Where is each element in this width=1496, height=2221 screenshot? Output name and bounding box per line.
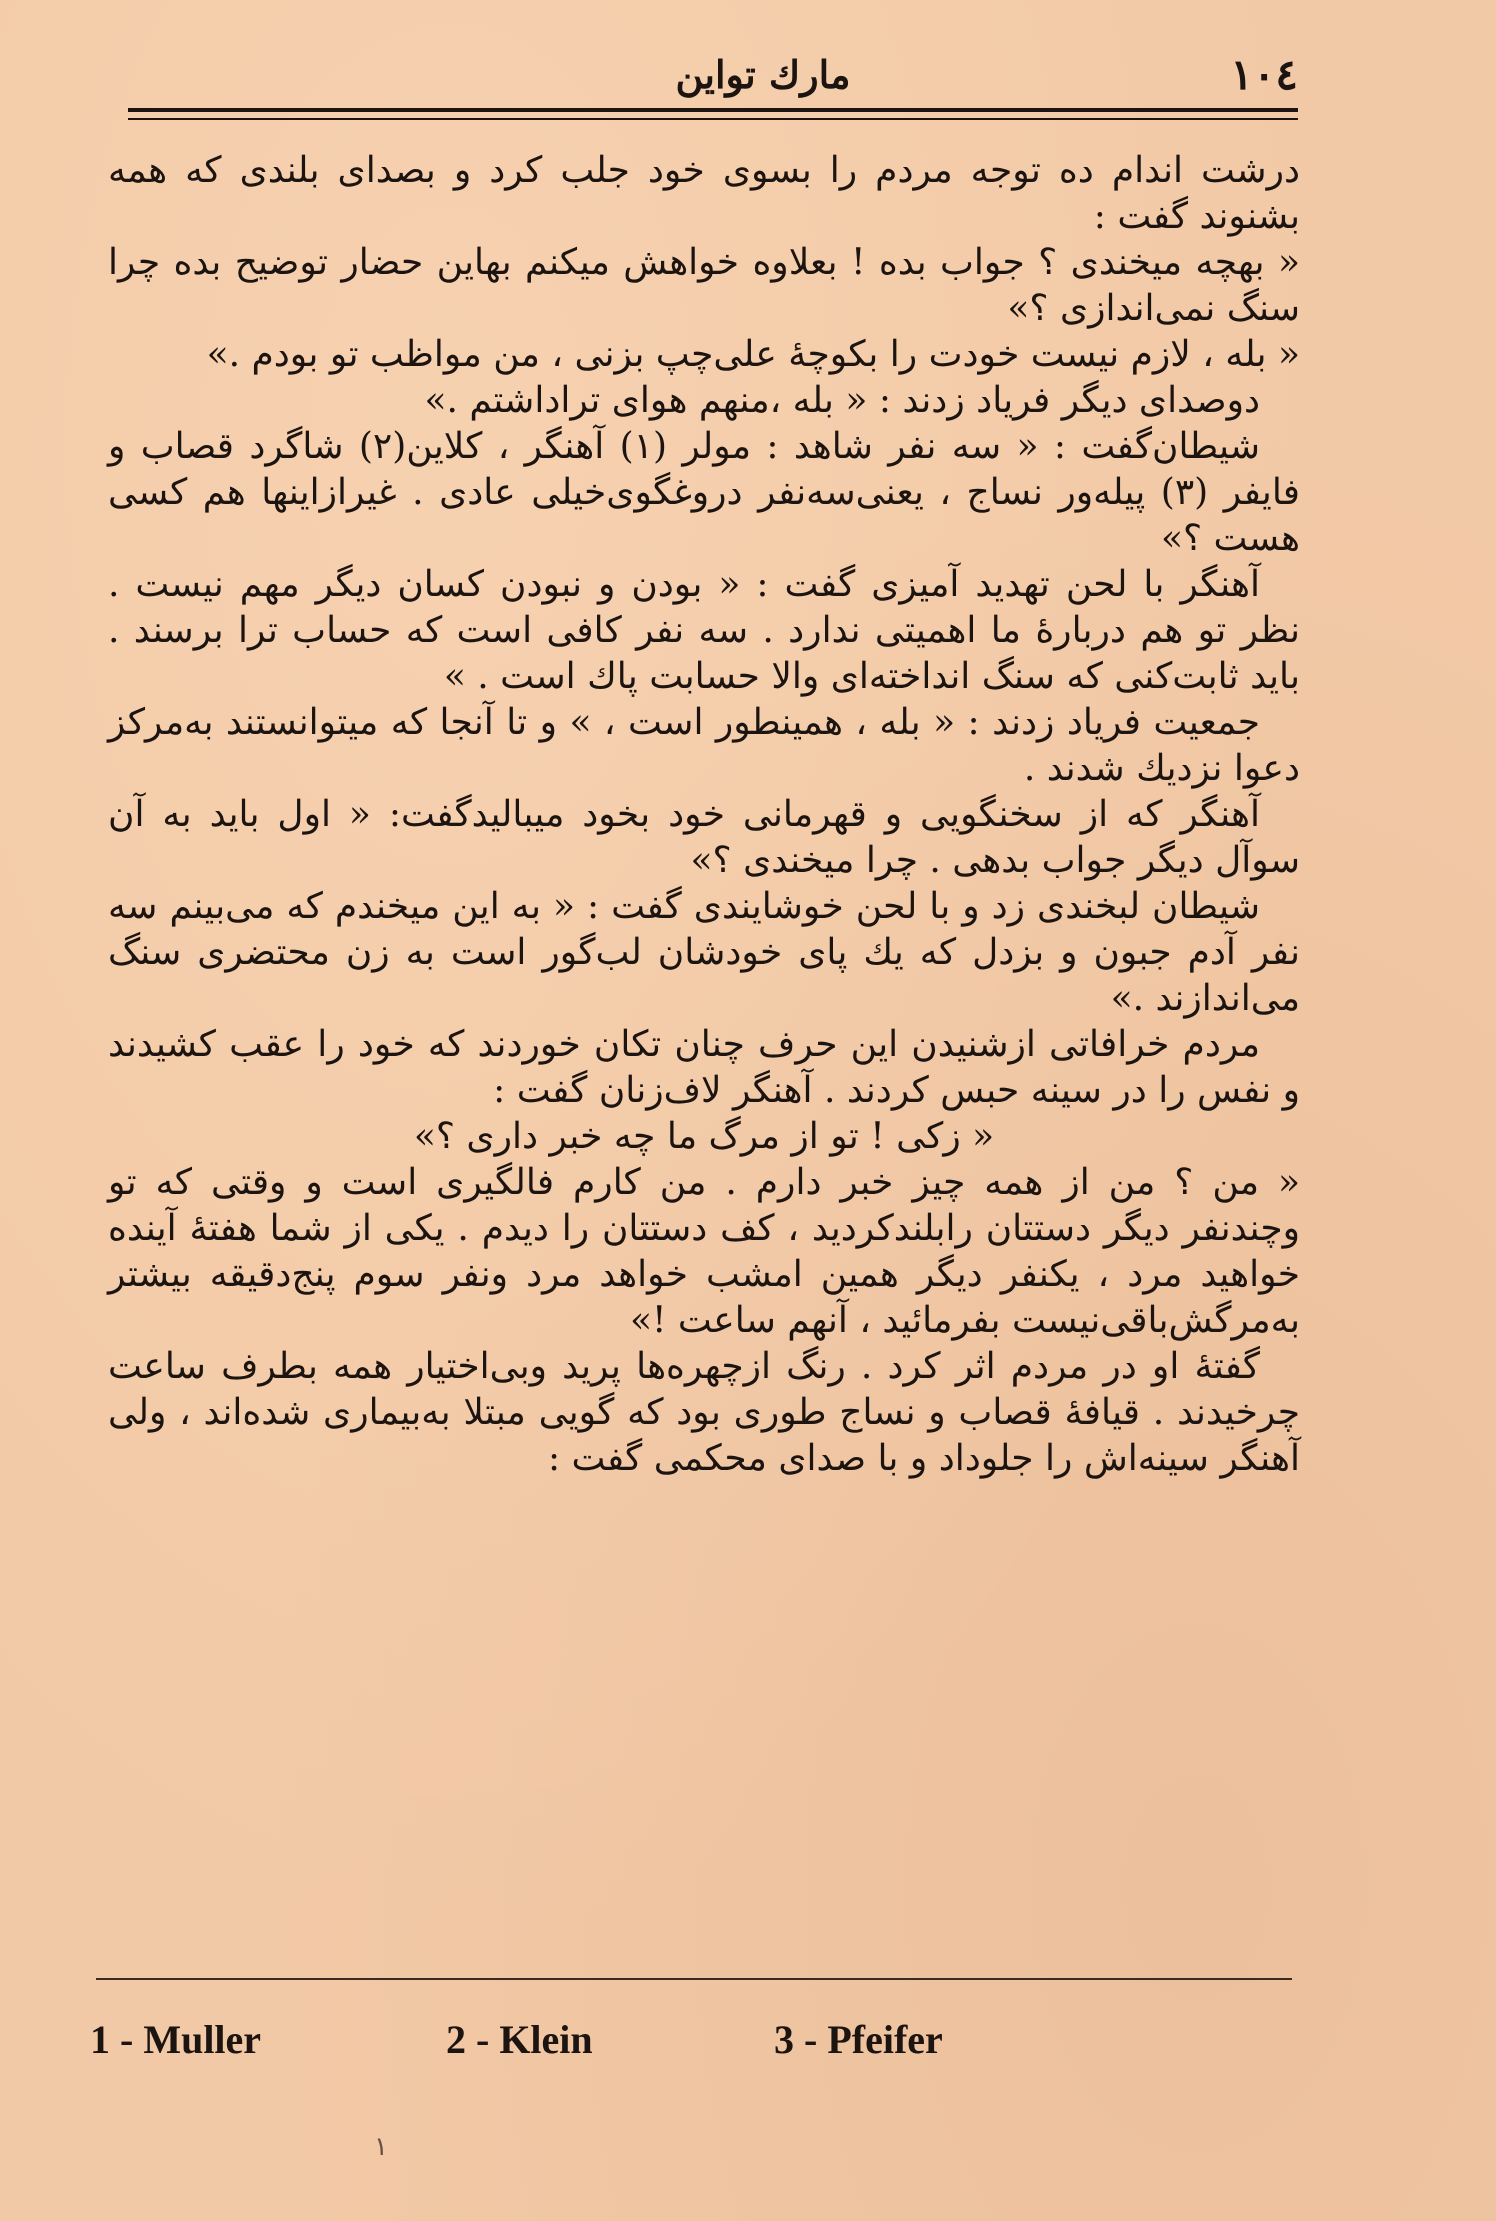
paragraph: شیطان‌گفت : « سه نفر شاهد : مولر (۱) آهنگر ، کلاین(۲) شاگرد قصاب و فایفر (۳) پیله‌ور نساج ، یعنی‌سه‌نفر دروغگوی‌خیلی عادی . غیرازاینها هم کسی هست ؟» <box>108 426 1300 559</box>
page-number: ۱۰٤ <box>1230 50 1298 99</box>
footnotes <box>90 2016 1310 2076</box>
paragraph: دوصدای دیگر فریاد زدند : « بله ،منهم هوای تراداشتم .» <box>424 380 1260 421</box>
body-text <box>108 148 1300 1482</box>
paragraph: « زکی ! تو از مرگ ما چه خبر داری ؟» <box>413 1116 995 1157</box>
header-rule-thin <box>128 118 1298 120</box>
header-rule-thick <box>128 108 1298 112</box>
footnote-rule <box>96 1978 1292 1980</box>
paragraph: آهنگر که از سخنگویی و قهرمانی خود بخود میبالیدگفت: « اول باید به آن سوآل دیگر جواب بدهی . چرا میخندی ؟» <box>108 794 1300 881</box>
page-mark: ۱ <box>374 2132 388 2162</box>
paragraph: جمعیت فریاد زدند : « بله ، همینطور است ، » و تا آنجا که میتوانستند به‌مرکز دعوا نزدیك شدند . <box>108 702 1300 789</box>
page-header <box>128 50 1298 110</box>
paragraph: « من ؟ من از همه چیز خبر دارم . من کارم فالگیری است و وقتی که تو وچندنفر دیگر دستتان رابلندکردید ، کف دستتان را دیدم . یکی از شما هفتهٔ آینده خواهید مرد ، یکنفر دیگر همین امشب خواهد مرد ونفر سوم پنج‌دقیقه بیشتر به‌مرگش‌باقی‌نیست‌ بفرمائید ، آنهم ساعت !» <box>108 1162 1300 1341</box>
footnote-1: 1 - Muller <box>90 2017 262 2062</box>
paragraph: مردم خرافاتی ازشنیدن این حرف چنان تکان خوردند که خود را عقب کشیدند و نفس را در سینه حبس کردند . آهنگر لاف‌زنان گفت : <box>108 1024 1300 1111</box>
paragraph: « بله ، لازم نیست خودت را بکوچهٔ علی‌چپ بزنی ، من مواظب تو بودم .» <box>206 334 1300 375</box>
paragraph: آهنگر با لحن تهدید آمیزی گفت : « بودن و نبودن کسان دیگر مهم نیست . نظر تو هم دربارهٔ ما اهمیتی ندارد . سه نفر کافی است که حساب ترا برسند . باید ثابت‌کنی که سنگ انداخته‌ای والا حسابت پاك است . » <box>108 564 1300 697</box>
footnote-2: 2 - Klein <box>446 2017 593 2062</box>
running-title: مارك تواين <box>675 52 851 97</box>
paragraph: درشت اندام ده توجه مردم را بسوی خود جلب کرد و بصدای بلندی که همه بشنوند گفت : <box>108 150 1300 237</box>
footnote-3: 3 - Pfeifer <box>774 2017 943 2062</box>
paragraph: گفتهٔ او در مردم اثر کرد . رنگ ازچهره‌ها پرید وبی‌اختیار همه بطرف ساعت چرخیدند . قیافهٔ قصاب و نساج طوری بود که گویی مبتلا به‌بیماری شده‌اند ، ولی آهنگر سینه‌اش را جلوداد و با صدای محکمی گفت : <box>108 1346 1300 1479</box>
paragraph: شیطان لبخندی زد و با لحن خوشایندی گفت : « به این میخندم که می‌بینم سه نفر آدم جبون و بزدل که یك پای خودشان لب‌گور است به زن محتضری سنگ می‌اندازند .» <box>108 886 1300 1019</box>
paragraph: « بهچه میخندی ؟ جواب بده ! بعلاوه خواهش میکنم بهاین حضار توضیح بده چرا سنگ نمی‌اندازی ؟» <box>108 242 1300 329</box>
